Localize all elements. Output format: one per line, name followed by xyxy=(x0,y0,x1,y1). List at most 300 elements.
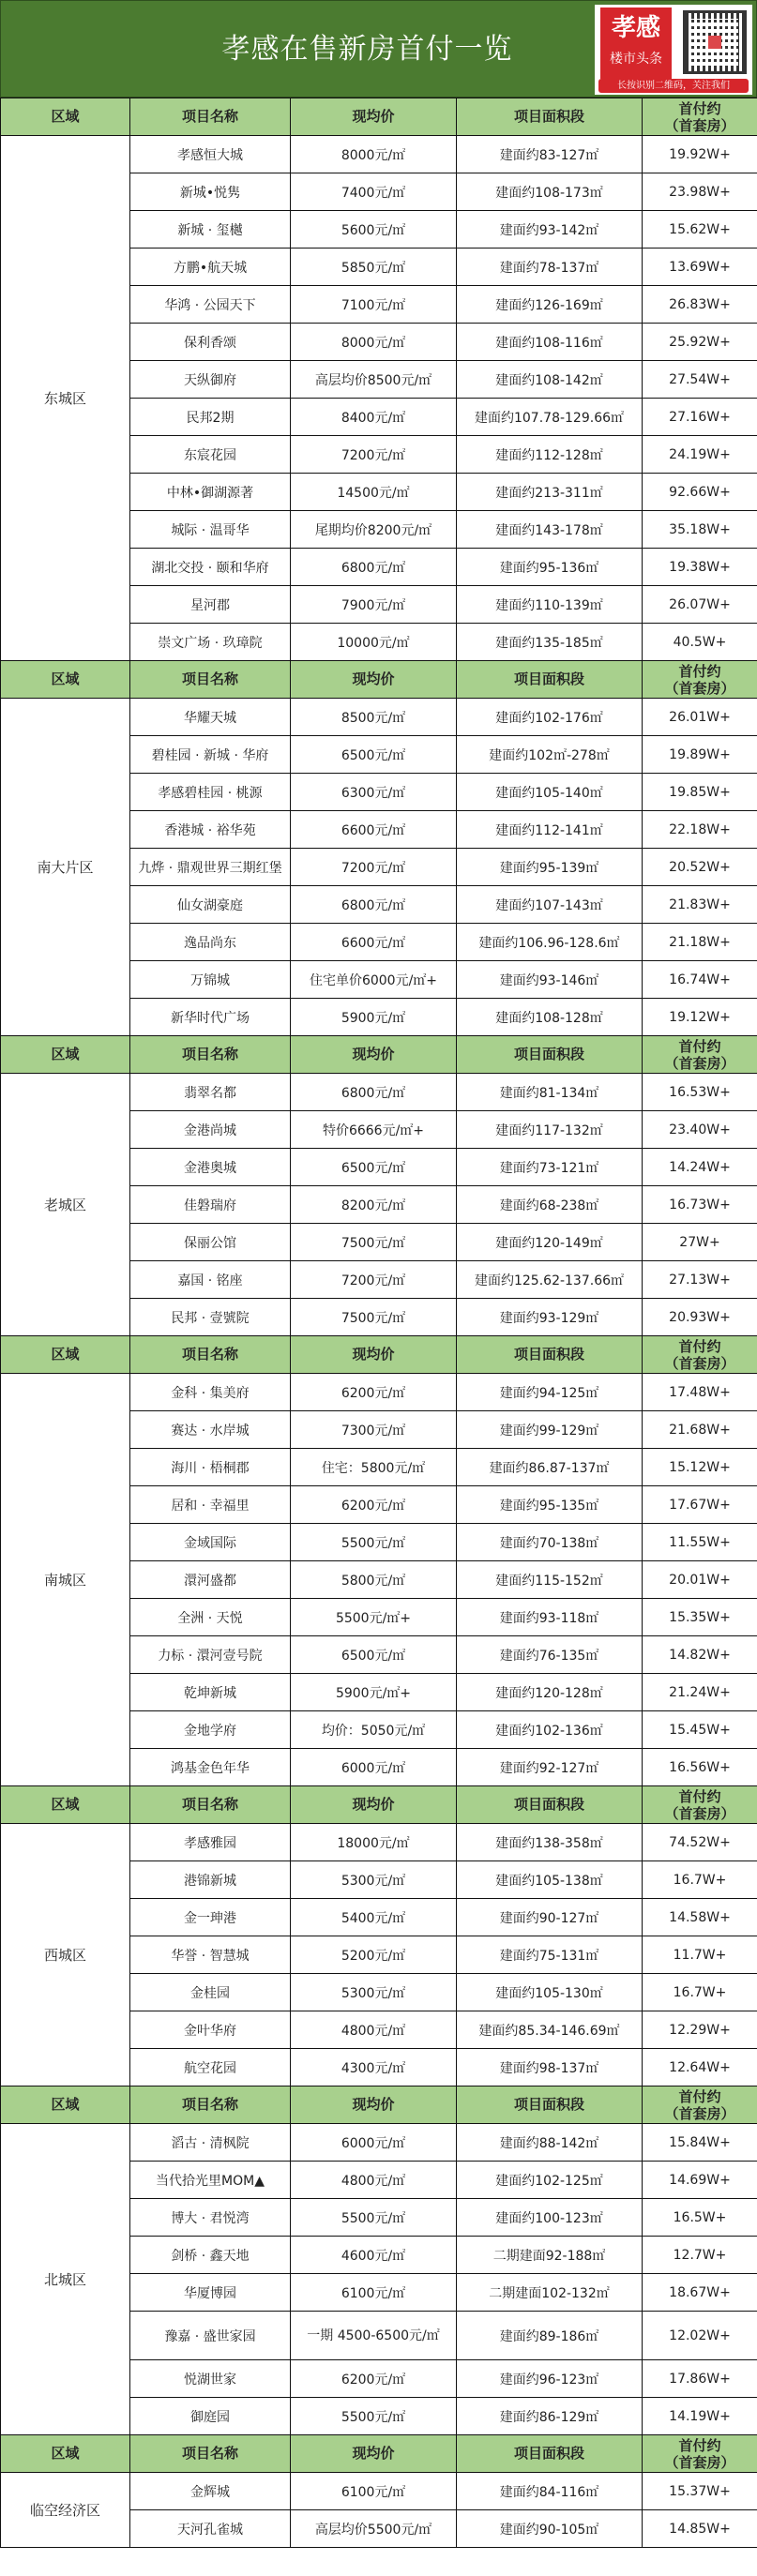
area-range-cell: 建面约90-127㎡ xyxy=(457,1899,643,1936)
section-header-row xyxy=(1,98,757,136)
avg-price-cell: 5850元/㎡ xyxy=(291,249,457,286)
project-name-cell: 当代拾光里MOM▲ xyxy=(130,2162,291,2199)
down-payment-cell: 14.85W+ xyxy=(643,2510,757,2548)
avg-price-cell: 5500元/㎡+ xyxy=(291,1599,457,1636)
area-range-cell: 建面约120-149㎡ xyxy=(457,1224,643,1261)
down-payment-cell: 22.18W+ xyxy=(643,811,757,849)
avg-price-cell: 6200元/㎡ xyxy=(291,1486,457,1524)
title-banner xyxy=(0,0,757,98)
area-range-cell: 建面约102㎡-278㎡ xyxy=(457,736,643,774)
header-avg-price: 现均价 xyxy=(291,661,457,699)
area-range-cell: 建面约76-135㎡ xyxy=(457,1636,643,1674)
area-range-cell: 建面约98-137㎡ xyxy=(457,2049,643,2086)
project-name-cell: 方鹏•航天城 xyxy=(130,249,291,286)
avg-price-cell: 18000元/㎡ xyxy=(291,1824,457,1861)
avg-price-cell: 7200元/㎡ xyxy=(291,1261,457,1299)
avg-price-cell: 6500元/㎡ xyxy=(291,1149,457,1186)
avg-price-cell: 6100元/㎡ xyxy=(291,2473,457,2510)
area-range-cell: 建面约95-136㎡ xyxy=(457,549,643,586)
header-project-name: 项目名称 xyxy=(130,98,291,136)
project-name-cell: 华耀天城 xyxy=(130,699,291,736)
project-name-cell: 乾坤新城 xyxy=(130,1674,291,1711)
header-project-name: 项目名称 xyxy=(130,2086,291,2124)
project-name-cell: 东宸花园 xyxy=(130,436,291,474)
header-down-payment xyxy=(643,2086,757,2124)
down-payment-cell: 14.58W+ xyxy=(643,1899,757,1936)
area-range-cell: 二期建面102-132㎡ xyxy=(457,2274,643,2312)
down-payment-cell: 12.29W+ xyxy=(643,2011,757,2049)
project-name-cell: 赛达 · 水岸城 xyxy=(130,1411,291,1449)
page-title: 孝感在售新房首付一览 xyxy=(221,33,513,66)
header-down-payment-line1: 首付约 xyxy=(678,1337,721,1355)
header-area-range: 项目面积段 xyxy=(457,2435,643,2473)
header-area-range: 项目面积段 xyxy=(457,1036,643,1074)
section-header-row xyxy=(1,1336,757,1374)
avg-price-cell: 6300元/㎡ xyxy=(291,774,457,811)
project-name-cell: 星河郡 xyxy=(130,586,291,624)
down-payment-cell: 24.19W+ xyxy=(643,436,757,474)
down-payment-cell: 12.02W+ xyxy=(643,2312,757,2360)
project-name-cell: 天纵御府 xyxy=(130,361,291,399)
area-range-cell: 建面约78-137㎡ xyxy=(457,249,643,286)
down-payment-cell: 18.67W+ xyxy=(643,2274,757,2312)
area-range-cell: 建面约102-136㎡ xyxy=(457,1711,643,1749)
header-avg-price: 现均价 xyxy=(291,98,457,136)
project-name-cell: 金辉城 xyxy=(130,2473,291,2510)
project-name-cell: 全洲 · 天悦 xyxy=(130,1599,291,1636)
area-range-cell: 建面约112-128㎡ xyxy=(457,436,643,474)
avg-price-cell: 高层均价8500元/㎡ xyxy=(291,361,457,399)
area-range-cell: 建面约213-311㎡ xyxy=(457,474,643,511)
project-name-cell: 新城 · 玺樾 xyxy=(130,211,291,249)
project-name-cell: 华誉 · 智慧城 xyxy=(130,1936,291,1974)
down-payment-cell: 21.68W+ xyxy=(643,1411,757,1449)
down-payment-cell: 16.73W+ xyxy=(643,1186,757,1224)
avg-price-cell: 5500元/㎡ xyxy=(291,1524,457,1561)
project-name-cell: 滔古 · 清枫院 xyxy=(130,2124,291,2162)
down-payment-cell: 16.56W+ xyxy=(643,1749,757,1786)
down-payment-cell: 13.69W+ xyxy=(643,249,757,286)
qr-code-icon[interactable] xyxy=(683,10,747,74)
down-payment-cell: 14.19W+ xyxy=(643,2398,757,2435)
project-name-cell: 金一珅港 xyxy=(130,1899,291,1936)
area-range-cell: 建面约105-130㎡ xyxy=(457,1974,643,2011)
header-avg-price: 现均价 xyxy=(291,2435,457,2473)
project-name-cell: 中林•御湖源著 xyxy=(130,474,291,511)
project-name-cell: 御庭园 xyxy=(130,2398,291,2435)
header-down-payment-line1: 首付约 xyxy=(678,1787,721,1805)
header-down-payment xyxy=(643,2435,757,2473)
down-payment-cell: 12.7W+ xyxy=(643,2237,757,2274)
avg-price-cell: 6000元/㎡ xyxy=(291,1749,457,1786)
project-name-cell: 力标 · 澴河壹号院 xyxy=(130,1636,291,1674)
down-payment-cell: 16.7W+ xyxy=(643,1861,757,1899)
header-down-payment xyxy=(643,1786,757,1824)
area-range-cell: 建面约115-152㎡ xyxy=(457,1561,643,1599)
avg-price-cell: 7300元/㎡ xyxy=(291,1411,457,1449)
avg-price-cell: 5300元/㎡ xyxy=(291,1861,457,1899)
down-payment-cell: 26.07W+ xyxy=(643,586,757,624)
section-header-row xyxy=(1,1036,757,1074)
avg-price-cell: 8400元/㎡ xyxy=(291,399,457,436)
project-name-cell: 保丽公馆 xyxy=(130,1224,291,1261)
avg-price-cell: 6800元/㎡ xyxy=(291,886,457,924)
area-range-cell: 建面约125.62-137.66㎡ xyxy=(457,1261,643,1299)
region-cell: 老城区 xyxy=(1,1074,130,1336)
avg-price-cell: 5600元/㎡ xyxy=(291,211,457,249)
area-range-cell: 建面约90-105㎡ xyxy=(457,2510,643,2548)
avg-price-cell: 7200元/㎡ xyxy=(291,849,457,886)
project-name-cell: 华厦博园 xyxy=(130,2274,291,2312)
header-area-range: 项目面积段 xyxy=(457,1786,643,1824)
header-area-range: 项目面积段 xyxy=(457,98,643,136)
down-payment-cell: 16.53W+ xyxy=(643,1074,757,1111)
area-range-cell: 建面约93-129㎡ xyxy=(457,1299,643,1336)
header-down-payment-line2: （首套房） xyxy=(664,2453,735,2471)
area-range-cell: 建面约107-143㎡ xyxy=(457,886,643,924)
area-range-cell: 建面约84-116㎡ xyxy=(457,2473,643,2510)
header-down-payment-line1: 首付约 xyxy=(678,1037,721,1055)
down-payment-cell: 92.66W+ xyxy=(643,474,757,511)
header-down-payment-line1: 首付约 xyxy=(678,99,721,117)
area-range-cell: 建面约95-139㎡ xyxy=(457,849,643,886)
area-range-cell: 建面约93-146㎡ xyxy=(457,961,643,999)
project-name-cell: 金地学府 xyxy=(130,1711,291,1749)
down-payment-cell: 15.35W+ xyxy=(643,1599,757,1636)
avg-price-cell: 5900元/㎡+ xyxy=(291,1674,457,1711)
area-range-cell: 建面约96-123㎡ xyxy=(457,2360,643,2398)
project-name-cell: 保利香颂 xyxy=(130,324,291,361)
down-payment-cell: 27.54W+ xyxy=(643,361,757,399)
avg-price-cell: 7400元/㎡ xyxy=(291,173,457,211)
down-payment-cell: 20.52W+ xyxy=(643,849,757,886)
area-range-cell: 建面约117-132㎡ xyxy=(457,1111,643,1149)
avg-price-cell: 6600元/㎡ xyxy=(291,811,457,849)
down-payment-cell: 21.18W+ xyxy=(643,924,757,961)
project-name-cell: 剑桥 · 鑫天地 xyxy=(130,2237,291,2274)
project-name-cell: 金科 · 集美府 xyxy=(130,1374,291,1411)
avg-price-cell: 住宅单价6000元/㎡+ xyxy=(291,961,457,999)
avg-price-cell: 6600元/㎡ xyxy=(291,924,457,961)
header-region: 区域 xyxy=(1,1786,130,1824)
down-payment-cell: 15.84W+ xyxy=(643,2124,757,2162)
follow-tagline: 长按识别二维码，关注我们 xyxy=(598,79,749,93)
project-name-cell: 逸品尚东 xyxy=(130,924,291,961)
down-payment-cell: 12.64W+ xyxy=(643,2049,757,2086)
area-range-cell: 建面约68-238㎡ xyxy=(457,1186,643,1224)
project-name-cell: 孝感碧桂园 · 桃源 xyxy=(130,774,291,811)
avg-price-cell: 6100元/㎡ xyxy=(291,2274,457,2312)
header-down-payment xyxy=(643,98,757,136)
header-region: 区域 xyxy=(1,98,130,136)
down-payment-cell: 19.89W+ xyxy=(643,736,757,774)
down-payment-cell: 14.69W+ xyxy=(643,2162,757,2199)
down-payment-cell: 25.92W+ xyxy=(643,324,757,361)
project-name-cell: 港锦新城 xyxy=(130,1861,291,1899)
avg-price-cell: 高层均价5500元/㎡ xyxy=(291,2510,457,2548)
header-area-range: 项目面积段 xyxy=(457,2086,643,2124)
down-payment-table xyxy=(0,98,757,2548)
down-payment-cell: 21.24W+ xyxy=(643,1674,757,1711)
header-project-name: 项目名称 xyxy=(130,1336,291,1374)
down-payment-cell: 15.37W+ xyxy=(643,2473,757,2510)
header-down-payment xyxy=(643,1036,757,1074)
avg-price-cell: 5800元/㎡ xyxy=(291,1561,457,1599)
region-cell: 西城区 xyxy=(1,1824,130,2086)
header-region: 区域 xyxy=(1,1036,130,1074)
header-down-payment-line2: （首套房） xyxy=(664,116,735,134)
project-name-cell: 金桂园 xyxy=(130,1974,291,2011)
area-range-cell: 建面约95-135㎡ xyxy=(457,1486,643,1524)
header-region: 区域 xyxy=(1,1336,130,1374)
area-range-cell: 建面约108-116㎡ xyxy=(457,324,643,361)
area-range-cell: 建面约81-134㎡ xyxy=(457,1074,643,1111)
area-range-cell: 建面约92-127㎡ xyxy=(457,1749,643,1786)
avg-price-cell: 6200元/㎡ xyxy=(291,1374,457,1411)
project-name-cell: 天河孔雀城 xyxy=(130,2510,291,2548)
avg-price-cell: 4800元/㎡ xyxy=(291,2011,457,2049)
down-payment-cell: 15.45W+ xyxy=(643,1711,757,1749)
project-name-cell: 碧桂园 · 新城 · 华府 xyxy=(130,736,291,774)
avg-price-cell: 8000元/㎡ xyxy=(291,136,457,173)
header-region: 区域 xyxy=(1,2086,130,2124)
region-cell: 东城区 xyxy=(1,136,130,661)
header-avg-price: 现均价 xyxy=(291,1336,457,1374)
project-name-cell: 金叶华府 xyxy=(130,2011,291,2049)
avg-price-cell: 5900元/㎡ xyxy=(291,999,457,1036)
area-range-cell: 建面约108-173㎡ xyxy=(457,173,643,211)
avg-price-cell: 5200元/㎡ xyxy=(291,1936,457,1974)
project-name-cell: 佳磐瑞府 xyxy=(130,1186,291,1224)
area-range-cell: 建面约120-128㎡ xyxy=(457,1674,643,1711)
project-name-cell: 民邦 · 壹號院 xyxy=(130,1299,291,1336)
down-payment-cell: 17.48W+ xyxy=(643,1374,757,1411)
project-name-cell: 崇文广场 · 玖璋院 xyxy=(130,624,291,661)
area-range-cell: 建面约75-131㎡ xyxy=(457,1936,643,1974)
area-range-cell: 建面约89-186㎡ xyxy=(457,2312,643,2360)
project-name-cell: 金港奥城 xyxy=(130,1149,291,1186)
header-down-payment-line2: （首套房） xyxy=(664,1354,735,1372)
table-row xyxy=(1,2124,757,2162)
area-range-cell: 建面约85.34-146.69㎡ xyxy=(457,2011,643,2049)
down-payment-cell: 15.12W+ xyxy=(643,1449,757,1486)
avg-price-cell: 5500元/㎡ xyxy=(291,2199,457,2237)
project-name-cell: 孝感雅园 xyxy=(130,1824,291,1861)
region-cell: 南大片区 xyxy=(1,699,130,1036)
down-payment-cell: 23.40W+ xyxy=(643,1111,757,1149)
project-name-cell: 新华时代广场 xyxy=(130,999,291,1036)
header-down-payment-line1: 首付约 xyxy=(678,662,721,680)
area-range-cell: 建面约99-129㎡ xyxy=(457,1411,643,1449)
header-area-range: 项目面积段 xyxy=(457,661,643,699)
table-row xyxy=(1,1824,757,1861)
down-payment-cell: 35.18W+ xyxy=(643,511,757,549)
area-range-cell: 建面约105-138㎡ xyxy=(457,1861,643,1899)
header-area-range: 项目面积段 xyxy=(457,1336,643,1374)
project-name-cell: 居和 · 幸福里 xyxy=(130,1486,291,1524)
down-payment-cell: 40.5W+ xyxy=(643,624,757,661)
down-payment-cell: 74.52W+ xyxy=(643,1824,757,1861)
project-name-cell: 悦湖世家 xyxy=(130,2360,291,2398)
avg-price-cell: 6000元/㎡ xyxy=(291,2124,457,2162)
down-payment-cell: 16.74W+ xyxy=(643,961,757,999)
avg-price-cell: 一期 4500-6500元/㎡ xyxy=(291,2312,457,2360)
header-down-payment xyxy=(643,1336,757,1374)
down-payment-cell: 27.13W+ xyxy=(643,1261,757,1299)
header-avg-price: 现均价 xyxy=(291,1786,457,1824)
area-range-cell: 建面约106.96-128.6㎡ xyxy=(457,924,643,961)
section-header-row xyxy=(1,2435,757,2473)
down-payment-cell: 16.7W+ xyxy=(643,1974,757,2011)
project-name-cell: 民邦2期 xyxy=(130,399,291,436)
area-range-cell: 建面约86-129㎡ xyxy=(457,2398,643,2435)
header-down-payment-line2: （首套房） xyxy=(664,679,735,697)
table-row xyxy=(1,1074,757,1111)
area-range-cell: 建面约93-118㎡ xyxy=(457,1599,643,1636)
header-project-name: 项目名称 xyxy=(130,661,291,699)
avg-price-cell: 10000元/㎡ xyxy=(291,624,457,661)
area-range-cell: 建面约83-127㎡ xyxy=(457,136,643,173)
avg-price-cell: 6500元/㎡ xyxy=(291,736,457,774)
table-row xyxy=(1,2473,757,2510)
down-payment-cell: 19.85W+ xyxy=(643,774,757,811)
project-name-cell: 金域国际 xyxy=(130,1524,291,1561)
area-range-cell: 建面约93-142㎡ xyxy=(457,211,643,249)
project-name-cell: 孝感恒大城 xyxy=(130,136,291,173)
down-payment-cell: 11.55W+ xyxy=(643,1524,757,1561)
area-range-cell: 建面约105-140㎡ xyxy=(457,774,643,811)
header-project-name: 项目名称 xyxy=(130,2435,291,2473)
down-payment-cell: 26.01W+ xyxy=(643,699,757,736)
down-payment-cell: 19.38W+ xyxy=(643,549,757,586)
project-name-cell: 海川 · 梧桐郡 xyxy=(130,1449,291,1486)
avg-price-cell: 6800元/㎡ xyxy=(291,549,457,586)
down-payment-cell: 14.82W+ xyxy=(643,1636,757,1674)
header-down-payment-line2: （首套房） xyxy=(664,2104,735,2122)
area-range-cell: 建面约135-185㎡ xyxy=(457,624,643,661)
section-header-row xyxy=(1,1786,757,1824)
down-payment-cell: 19.92W+ xyxy=(643,136,757,173)
down-payment-cell: 19.12W+ xyxy=(643,999,757,1036)
project-name-cell: 嘉国 · 铭座 xyxy=(130,1261,291,1299)
area-range-cell: 建面约73-121㎡ xyxy=(457,1149,643,1186)
down-payment-cell: 26.83W+ xyxy=(643,286,757,324)
area-range-cell: 二期建面92-188㎡ xyxy=(457,2237,643,2274)
area-range-cell: 建面约70-138㎡ xyxy=(457,1524,643,1561)
brand-name: 孝感 xyxy=(611,14,660,42)
area-range-cell: 建面约102-176㎡ xyxy=(457,699,643,736)
area-range-cell: 建面约138-358㎡ xyxy=(457,1824,643,1861)
avg-price-cell: 4300元/㎡ xyxy=(291,2049,457,2086)
project-name-cell: 新城•悦隽 xyxy=(130,173,291,211)
down-payment-cell: 16.5W+ xyxy=(643,2199,757,2237)
avg-price-cell: 5400元/㎡ xyxy=(291,1899,457,1936)
area-range-cell: 建面约110-139㎡ xyxy=(457,586,643,624)
down-payment-cell: 20.01W+ xyxy=(643,1561,757,1599)
down-payment-cell: 20.93W+ xyxy=(643,1299,757,1336)
avg-price-cell: 5500元/㎡ xyxy=(291,2398,457,2435)
header-region: 区域 xyxy=(1,661,130,699)
project-name-cell: 香港城 · 裕华苑 xyxy=(130,811,291,849)
region-cell: 南城区 xyxy=(1,1374,130,1786)
area-range-cell: 建面约112-141㎡ xyxy=(457,811,643,849)
header-region: 区域 xyxy=(1,2435,130,2473)
project-name-cell: 金港尚城 xyxy=(130,1111,291,1149)
header-project-name: 项目名称 xyxy=(130,1786,291,1824)
avg-price-cell: 尾期均价8200元/㎡ xyxy=(291,511,457,549)
area-range-cell: 建面约143-178㎡ xyxy=(457,511,643,549)
area-range-cell: 建面约94-125㎡ xyxy=(457,1374,643,1411)
down-payment-cell: 27W+ xyxy=(643,1224,757,1261)
down-payment-cell: 14.24W+ xyxy=(643,1149,757,1186)
section-header-row xyxy=(1,2086,757,2124)
section-header-row xyxy=(1,661,757,699)
project-name-cell: 博大 · 君悦湾 xyxy=(130,2199,291,2237)
avg-price-cell: 7900元/㎡ xyxy=(291,586,457,624)
avg-price-cell: 4800元/㎡ xyxy=(291,2162,457,2199)
down-payment-cell: 15.62W+ xyxy=(643,211,757,249)
avg-price-cell: 5300元/㎡ xyxy=(291,1974,457,2011)
area-range-cell: 建面约108-142㎡ xyxy=(457,361,643,399)
brand-logo xyxy=(595,5,752,95)
avg-price-cell: 7200元/㎡ xyxy=(291,436,457,474)
project-name-cell: 翡翠名都 xyxy=(130,1074,291,1111)
brand-mark xyxy=(600,8,672,79)
brand-subname: 楼市头条 xyxy=(610,52,662,67)
header-project-name: 项目名称 xyxy=(130,1036,291,1074)
area-range-cell: 建面约86.87-137㎡ xyxy=(457,1449,643,1486)
project-name-cell: 湖北交投 · 颐和华府 xyxy=(130,549,291,586)
avg-price-cell: 7500元/㎡ xyxy=(291,1299,457,1336)
header-down-payment-line1: 首付约 xyxy=(678,2436,721,2454)
avg-price-cell: 7500元/㎡ xyxy=(291,1224,457,1261)
region-cell: 北城区 xyxy=(1,2124,130,2435)
avg-price-cell: 6800元/㎡ xyxy=(291,1074,457,1111)
project-name-cell: 鸿基金色年华 xyxy=(130,1749,291,1786)
project-name-cell: 万锦城 xyxy=(130,961,291,999)
down-payment-cell: 23.98W+ xyxy=(643,173,757,211)
avg-price-cell: 8500元/㎡ xyxy=(291,699,457,736)
project-name-cell: 澴河盛都 xyxy=(130,1561,291,1599)
project-name-cell: 仙女湖豪庭 xyxy=(130,886,291,924)
avg-price-cell: 6200元/㎡ xyxy=(291,2360,457,2398)
avg-price-cell: 14500元/㎡ xyxy=(291,474,457,511)
header-down-payment xyxy=(643,661,757,699)
avg-price-cell: 特价6666元/㎡+ xyxy=(291,1111,457,1149)
avg-price-cell: 均价：5050元/㎡ xyxy=(291,1711,457,1749)
header-down-payment-line2: （首套房） xyxy=(664,1804,735,1822)
down-payment-cell: 17.86W+ xyxy=(643,2360,757,2398)
avg-price-cell: 住宅：5800元/㎡ xyxy=(291,1449,457,1486)
region-cell: 临空经济区 xyxy=(1,2473,130,2548)
project-name-cell: 华鸿 · 公园天下 xyxy=(130,286,291,324)
down-payment-cell: 21.83W+ xyxy=(643,886,757,924)
table-row xyxy=(1,1374,757,1411)
project-name-cell: 航空花园 xyxy=(130,2049,291,2086)
area-range-cell: 建面约126-169㎡ xyxy=(457,286,643,324)
down-payment-cell: 11.7W+ xyxy=(643,1936,757,1974)
area-range-cell: 建面约102-125㎡ xyxy=(457,2162,643,2199)
header-avg-price: 现均价 xyxy=(291,2086,457,2124)
header-down-payment-line2: （首套房） xyxy=(664,1054,735,1072)
project-name-cell: 豫嘉 · 盛世家园 xyxy=(130,2312,291,2360)
area-range-cell: 建面约107.78-129.66㎡ xyxy=(457,399,643,436)
area-range-cell: 建面约100-123㎡ xyxy=(457,2199,643,2237)
project-name-cell: 九烨 · 鼎观世界三期红堡 xyxy=(130,849,291,886)
area-range-cell: 建面约88-142㎡ xyxy=(457,2124,643,2162)
down-payment-cell: 17.67W+ xyxy=(643,1486,757,1524)
avg-price-cell: 8000元/㎡ xyxy=(291,324,457,361)
